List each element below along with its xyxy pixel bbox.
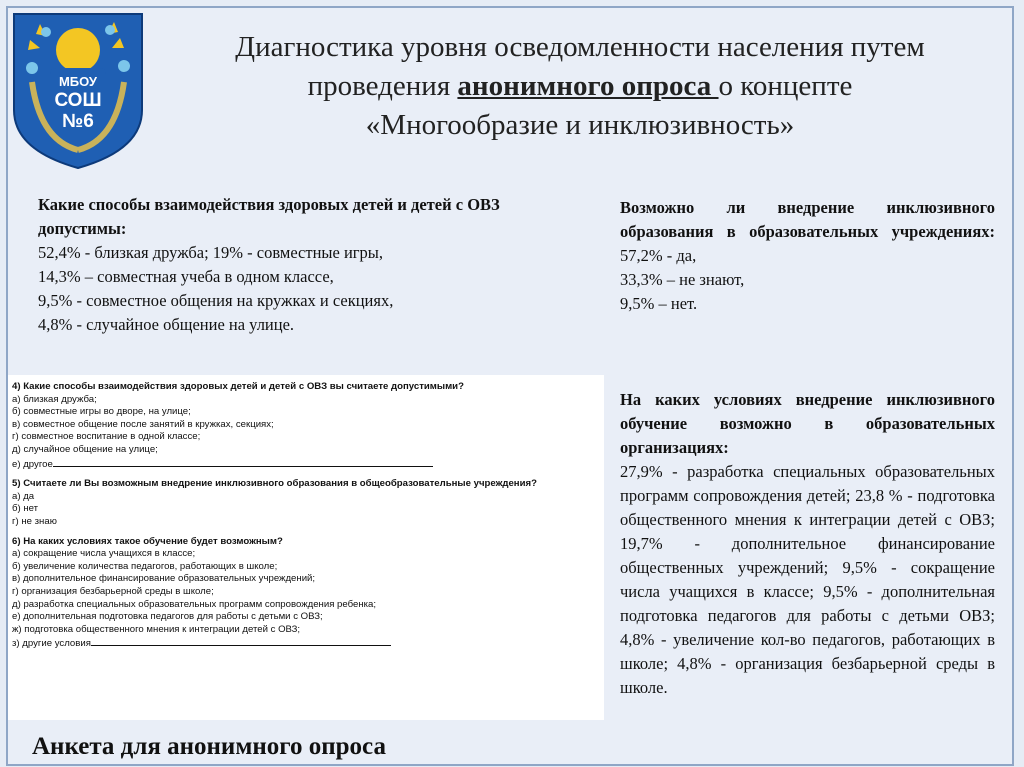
form-option: г) не знаю: [12, 515, 57, 527]
form-option: ж) подготовка общественного мнения к интеграции детей с ОВЗ;: [12, 623, 301, 635]
form-option: б) совместные игры во дворе, на улице;: [12, 406, 191, 418]
svg-text:№6: №6: [62, 111, 94, 132]
title-line-2-post: о концепте: [718, 70, 853, 102]
form-option: е) дополнительная подготовка педагогов для работы с детьми с ОВЗ;: [12, 611, 323, 623]
form-option-other: [12, 636, 598, 651]
form-option-label: з) другие условия: [12, 638, 91, 650]
svg-text:СОШ: СОШ: [54, 90, 102, 111]
result-question: Какие способы взаимодействия здоровых детей и детей с ОВЗ допустимы:: [38, 195, 500, 238]
title-line-1: Диагностика уровня осведомленности населения путем: [235, 31, 925, 63]
form-option: б) увеличение количества педагогов, работающих в школе;: [12, 560, 278, 572]
result-block-possibility: [620, 196, 995, 316]
result-line: 52,4% - близкая дружба; 19% - совместные игры,: [38, 243, 384, 262]
form-option: в) дополнительное финансирование образовательных учреждений;: [12, 573, 316, 585]
result-line: 33,3% – не знают,: [620, 270, 745, 289]
result-question: На каких условиях внедрение инклюзивного обучение возможно в образовательных организациях:: [620, 390, 995, 457]
form-option: б) нет: [12, 503, 39, 515]
result-line: 9,5% – нет.: [620, 294, 698, 313]
page-title: [150, 28, 1010, 145]
result-block-conditions: [620, 388, 995, 700]
title-line-3: «Многообразие и инклюзивность»: [365, 109, 795, 141]
form-option: а) близкая дружба;: [12, 393, 97, 405]
form-question-6: 6) На каких условиях такое обучение будет возможным?: [12, 535, 283, 547]
result-line: 14,3% – совместная учеба в одном классе,: [38, 267, 334, 286]
school-emblem-icon: [10, 10, 146, 170]
result-block-interaction: [38, 193, 508, 337]
form-option-label: е) другое: [12, 458, 53, 470]
form-question-5: 5) Считаете ли Вы возможным внедрение инклюзивного образования в общеобразовательные учреждения?: [12, 478, 537, 490]
blank-line: [53, 457, 433, 467]
form-option: в) совместное общение после занятий в кружках, секциях;: [12, 418, 274, 430]
form-option: а) сокращение числа учащихся в классе;: [12, 548, 196, 560]
form-option: г) организация безбарьерной среды в школе;: [12, 585, 214, 597]
form-option: д) случайное общение на улице;: [12, 443, 158, 455]
title-line-2: [150, 67, 1010, 106]
survey-form-image: [8, 375, 604, 720]
result-line: 4,8% - случайное общение на улице.: [38, 315, 295, 334]
result-text: 27,9% - разработка специальных образовательных программ сопровождения детей; 23,8 % - подготовка общественного мнения к интеграции детей с ОВЗ; 19,7% - дополнительное финансирование общественных учреждений; 9,5% - сокращение числа учащихся в классе; 9,5% - дополнительная подготовка педагогов для работы с детьми ОВЗ; 4,8% - увеличение кол-во педагогов, работающих в школе; 4,8% - организация безбарьерной среды в школе.: [620, 462, 995, 697]
svg-text:МБОУ: МБОУ: [58, 74, 98, 89]
form-option-other: [12, 457, 598, 472]
result-line: 9,5% - совместное общения на кружках и секциях,: [38, 291, 394, 310]
result-line: 57,2% - да,: [620, 246, 697, 265]
form-option: д) разработка специальных образовательных программ сопровождения ребенка;: [12, 598, 377, 610]
title-line-2-pre: проведения: [307, 70, 458, 102]
form-option: г) совместное воспитание в одной классе;: [12, 431, 201, 443]
blank-line: [91, 636, 391, 646]
form-caption: Анкета для анонимного опроса: [32, 733, 386, 760]
result-question: Возможно ли внедрение инклюзивного образования в образовательных учреждениях:: [620, 198, 995, 241]
form-option: а) да: [12, 490, 35, 502]
title-line-2-emphasis: анонимного опроса: [457, 70, 719, 102]
form-question-4: 4) Какие способы взаимодействия здоровых детей и детей с ОВЗ вы считаете допустимыми?: [12, 381, 464, 392]
